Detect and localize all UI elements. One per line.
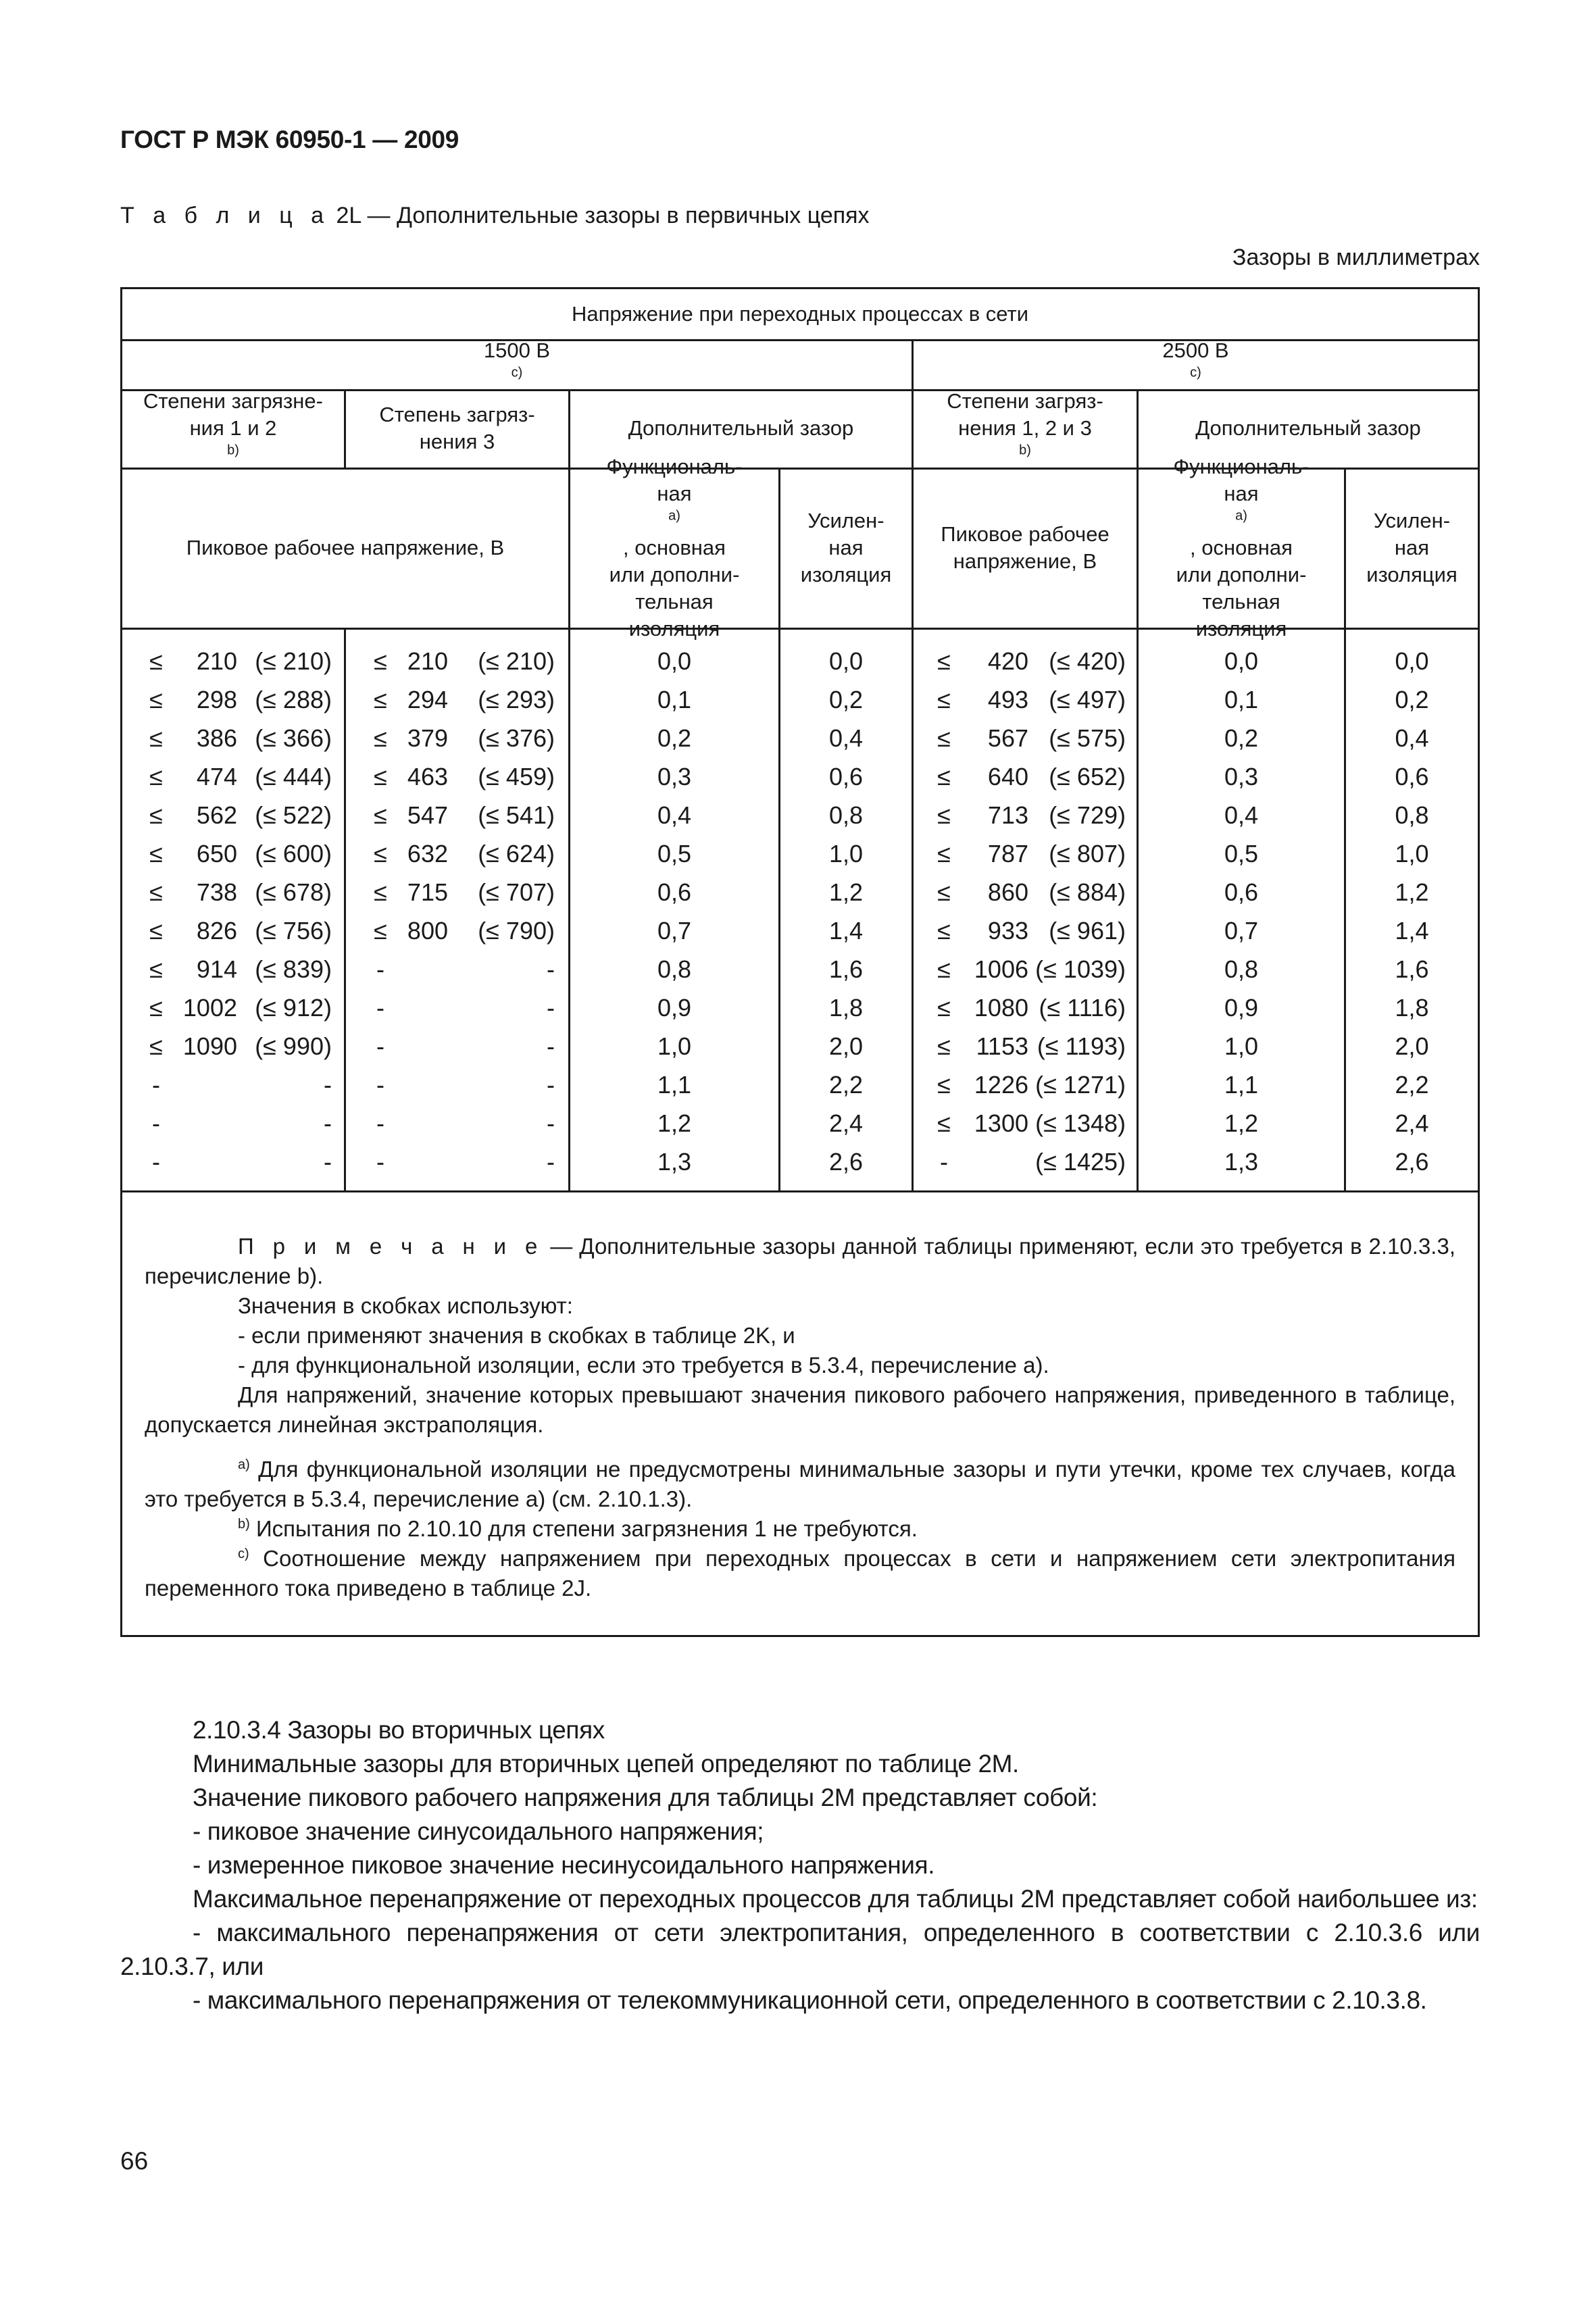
cell-g: 0,2 (1395, 686, 1429, 713)
cell-e3: (≤ 961) (1049, 917, 1126, 945)
table-notes (145, 1232, 1455, 1603)
cell-d: 0,0 (828, 647, 864, 675)
cell-a1: - (152, 1071, 160, 1099)
cell-b1: - (376, 1148, 384, 1176)
cell-a1: ≤ (149, 955, 163, 983)
cell-g: 2,6 (1395, 1148, 1429, 1176)
cell-e2: 1226 (974, 1071, 1028, 1099)
header-pollution-3: Степень загряз- нения 3 (379, 403, 535, 453)
cell-a3: (≤ 839) (255, 955, 332, 983)
cell-a2: 562 (196, 801, 237, 829)
cell-f: 0,8 (1224, 955, 1259, 983)
cell-e1: ≤ (937, 1071, 951, 1099)
cell-c: 0,4 (657, 801, 692, 829)
cell-e1: ≤ (937, 763, 951, 790)
cell-e2: 567 (987, 724, 1028, 752)
cell-f: 0,7 (1224, 917, 1259, 945)
clearance-table (120, 287, 1480, 1637)
cell-b1: - (376, 955, 384, 983)
cell-d: 2,2 (828, 1071, 864, 1099)
cell-e2: 493 (987, 686, 1028, 713)
cell-a3: (≤ 210) (255, 647, 332, 675)
cell-e2: 420 (987, 647, 1028, 675)
cell-b3: - (547, 1071, 555, 1099)
cell-e1: ≤ (937, 840, 951, 867)
cell-a1: ≤ (149, 917, 163, 945)
cell-b2: 294 (407, 686, 448, 713)
caption-title: 2L — Дополнительные зазоры в первичных цепях (330, 203, 870, 228)
cell-e3: (≤ 807) (1049, 840, 1126, 867)
cell-a3: (≤ 522) (255, 801, 332, 829)
cell-e2: 1300 (974, 1109, 1028, 1137)
body-paragraph: Минимальные зазоры для вторичных цепей определяют по таблице 2M. (193, 1750, 1019, 1778)
cell-b3: (≤ 293) (478, 686, 555, 713)
cell-f: 0,6 (1224, 878, 1259, 906)
body-list-item: - измеренное пиковое значение несинусоидального напряжения. (193, 1851, 935, 1879)
document-header: ГОСТ Р МЭК 60950-1 — 2009 (120, 126, 459, 153)
cell-c: 0,8 (657, 955, 692, 983)
cell-e1: ≤ (937, 955, 951, 983)
header-additional-clearance-2500: Дополнительный зазор (1195, 416, 1421, 440)
cell-f: 0,3 (1224, 763, 1259, 790)
cell-e3: (≤ 1039) (1035, 955, 1126, 983)
cell-b1: ≤ (374, 763, 387, 790)
cell-c: 0,3 (657, 763, 692, 790)
cell-g: 1,8 (1395, 994, 1429, 1022)
cell-a3: - (324, 1109, 332, 1137)
cell-e2: 787 (987, 840, 1028, 867)
cell-b3: - (547, 1148, 555, 1176)
cell-g: 0,4 (1395, 724, 1429, 752)
cell-g: 1,2 (1395, 878, 1429, 906)
cell-e1: ≤ (937, 1109, 951, 1137)
cell-c: 1,1 (657, 1071, 692, 1099)
cell-e2: 640 (987, 763, 1028, 790)
table-row (122, 1142, 1478, 1181)
table-row (122, 950, 1478, 988)
header-peak-working-voltage-2500: Пиковое рабочее напряжение, В (941, 522, 1109, 573)
table-row (122, 680, 1478, 719)
header-reinforced-insulation-2500: Усилен- ная изоляция (1366, 508, 1457, 586)
cell-b3: (≤ 790) (478, 917, 555, 945)
footnote-a: $^{а)}$ Для функциональной изоляции не предусмотрены минимальные зазоры и пути утечки, кроме тех случаев, когда это требуется в 5.3.4, перечисление а) (см. 2.10.1.3). (145, 1457, 1455, 1511)
body-paragraph: Значение пикового рабочего напряжения для таблицы 2M представляет собой: (193, 1784, 1098, 1811)
cell-a1: ≤ (149, 724, 163, 752)
cell-c: 0,5 (657, 840, 692, 867)
cell-e3: (≤ 575) (1049, 724, 1126, 752)
cell-e1: ≤ (937, 686, 951, 713)
cell-e1: ≤ (937, 917, 951, 945)
cell-b1: ≤ (374, 917, 387, 945)
table-caption (120, 203, 870, 229)
cell-a2: 1002 (182, 994, 237, 1022)
cell-e1: ≤ (937, 994, 951, 1022)
cell-g: 0,6 (1395, 763, 1429, 790)
cell-a2: 738 (196, 878, 237, 906)
cell-a3: (≤ 756) (255, 917, 332, 945)
cell-d: 1,6 (828, 955, 864, 983)
table-row (122, 1065, 1478, 1104)
cell-d: 1,4 (828, 917, 864, 945)
footnote-b: $^{b)}$ Испытания по 2.10.10 для степени загрязнения 1 не требуются. (238, 1516, 918, 1541)
table-row (122, 757, 1478, 796)
cell-f: 0,0 (1224, 647, 1259, 675)
cell-e3: (≤ 1425) (1035, 1148, 1126, 1176)
cell-c: 1,3 (657, 1148, 692, 1176)
cell-b2: 463 (407, 763, 448, 790)
cell-g: 0,8 (1395, 801, 1429, 829)
cell-b1: ≤ (374, 840, 387, 867)
cell-e3: (≤ 497) (1049, 686, 1126, 713)
cell-c: 1,0 (657, 1032, 692, 1060)
table-row (122, 642, 1478, 680)
cell-b1: ≤ (374, 686, 387, 713)
cell-b1: ≤ (374, 724, 387, 752)
table-row (122, 988, 1478, 1027)
cell-b3: (≤ 376) (478, 724, 555, 752)
cell-e3: (≤ 1271) (1035, 1071, 1126, 1099)
cell-e2: 1153 (976, 1032, 1028, 1060)
cell-a1: - (152, 1109, 160, 1137)
cell-e3: (≤ 1193) (1037, 1032, 1126, 1060)
cell-a3: (≤ 444) (255, 763, 332, 790)
cell-b1: - (376, 1032, 384, 1060)
cell-e3: (≤ 729) (1049, 801, 1126, 829)
cell-b3: - (547, 955, 555, 983)
footnote-c: $^{c)}$ Соотношение между напряжением при переходных процессах в сети и напряжением сети электропитания переменного тока приведено в таблице 2J. (145, 1546, 1455, 1601)
cell-b2: 800 (407, 917, 448, 945)
cell-b3: (≤ 707) (478, 878, 555, 906)
cell-g: 2,4 (1395, 1109, 1429, 1137)
header-pollution-1-2: Степени загрязне- ния 1 и 2 $^{b)}$ (143, 389, 323, 458)
cell-a3: (≤ 678) (255, 878, 332, 906)
cell-a1: ≤ (149, 840, 163, 867)
table-row (122, 719, 1478, 757)
cell-g: 1,0 (1395, 840, 1429, 867)
note-general: П р и м е ч а н и е — Дополнительные зазоры данной таблицы применяют, если это требуется в 2.10.3.3, перечисление b). (145, 1234, 1455, 1288)
cell-d: 1,0 (828, 840, 864, 867)
cell-a1: ≤ (149, 763, 163, 790)
cell-f: 1,1 (1224, 1071, 1259, 1099)
cell-a2: 650 (196, 840, 237, 867)
cell-e1: ≤ (937, 724, 951, 752)
cell-b1: ≤ (374, 647, 387, 675)
table-rule (122, 1190, 1478, 1192)
cell-c: 0,7 (657, 917, 692, 945)
cell-b2: 210 (407, 647, 448, 675)
cell-b3: (≤ 624) (478, 840, 555, 867)
cell-e2: 933 (987, 917, 1028, 945)
cell-f: 0,5 (1224, 840, 1259, 867)
cell-f: 0,1 (1224, 686, 1259, 713)
cell-d: 2,4 (828, 1109, 864, 1137)
cell-c: 1,2 (657, 1109, 692, 1137)
cell-g: 1,6 (1395, 955, 1429, 983)
cell-a1: ≤ (149, 686, 163, 713)
cell-e3: (≤ 1116) (1039, 994, 1126, 1022)
header-additional-clearance-1500: Дополнительный зазор (628, 416, 854, 440)
cell-g: 2,0 (1395, 1032, 1429, 1060)
cell-e2: 713 (987, 801, 1028, 829)
body-list-item: - максимального перенапряжения от телекоммуникационной сети, определенного в соответствии с 2.10.3.8. (193, 1986, 1427, 2014)
cell-b3: - (547, 994, 555, 1022)
section-heading: 2.10.3.4 Зазоры во вторичных цепях (193, 1716, 605, 1744)
cell-e3: (≤ 420) (1049, 647, 1126, 675)
table-row (122, 796, 1478, 834)
cell-d: 1,2 (828, 878, 864, 906)
cell-a1: ≤ (149, 1032, 163, 1060)
cell-d: 0,6 (828, 763, 864, 790)
cell-a3: (≤ 366) (255, 724, 332, 752)
cell-b3: (≤ 459) (478, 763, 555, 790)
body-list-item: - пиковое значение синусоидального напряжения; (193, 1817, 764, 1845)
cell-b2: 632 (407, 840, 448, 867)
cell-c: 0,2 (657, 724, 692, 752)
cell-a2: 914 (196, 955, 237, 983)
cell-b2: 715 (407, 878, 448, 906)
header-peak-working-voltage: Пиковое рабочее напряжение, В (186, 535, 505, 559)
cell-e1: ≤ (937, 801, 951, 829)
cell-f: 1,3 (1224, 1148, 1259, 1176)
cell-a2: 826 (196, 917, 237, 945)
note-extrapolation: Для напряжений, значение которых превышают значения пикового рабочего напряжения, приведенного в таблице, допускается линейная экстраполяция. (145, 1382, 1455, 1437)
header-1500v: 1500 В $^{c)}$ (483, 338, 551, 380)
cell-c: 0,1 (657, 686, 692, 713)
units-note: Зазоры в миллиметрах (1232, 245, 1480, 270)
table-row (122, 1104, 1478, 1142)
cell-b1: - (376, 994, 384, 1022)
cell-e2: 1080 (974, 994, 1028, 1022)
cell-b2: 379 (407, 724, 448, 752)
body-list-item: - максимального перенапряжения от сети электропитания, определенного в соответствии с 2.10.3.6 или 2.10.3.7, или (120, 1919, 1480, 1980)
cell-a2: 210 (196, 647, 237, 675)
cell-e2: 860 (987, 878, 1028, 906)
cell-b1: ≤ (374, 878, 387, 906)
cell-a1: ≤ (149, 647, 163, 675)
cell-c: 0,9 (657, 994, 692, 1022)
cell-f: 1,2 (1224, 1109, 1259, 1137)
cell-b3: (≤ 210) (478, 647, 555, 675)
table-row (122, 1027, 1478, 1065)
cell-a3: - (324, 1071, 332, 1099)
caption-label: Т а б л и ц а (120, 203, 330, 228)
header-pollution-1-2-3: Степени загряз- нения 1, 2 и 3 $^{b)}$ (947, 389, 1103, 458)
cell-b2: 547 (407, 801, 448, 829)
note-brackets-item: - если применяют значения в скобках в таблице 2K, и (238, 1323, 795, 1348)
cell-a1: ≤ (149, 994, 163, 1022)
header-functional-insulation-2500: Функциональ- ная $^{a)}$ , основная или дополни- тельная изоляция (1173, 454, 1310, 640)
cell-b1: - (376, 1071, 384, 1099)
cell-d: 0,8 (828, 801, 864, 829)
cell-e3: (≤ 884) (1049, 878, 1126, 906)
cell-g: 2,2 (1395, 1071, 1429, 1099)
body-text (120, 1713, 1480, 2017)
cell-a3: (≤ 288) (255, 686, 332, 713)
cell-a3: (≤ 600) (255, 840, 332, 867)
cell-b3: (≤ 541) (478, 801, 555, 829)
cell-b3: - (547, 1109, 555, 1137)
cell-d: 2,6 (828, 1148, 864, 1176)
cell-e3: (≤ 1348) (1035, 1109, 1126, 1137)
cell-f: 0,4 (1224, 801, 1259, 829)
note-brackets-item: - для функциональной изоляции, если это требуется в 5.3.4, перечисление а). (238, 1353, 1049, 1378)
table-row (122, 834, 1478, 873)
note-brackets-intro: Значения в скобках используют: (238, 1293, 573, 1318)
cell-c: 0,6 (657, 878, 692, 906)
cell-d: 0,4 (828, 724, 864, 752)
cell-a2: 298 (196, 686, 237, 713)
cell-a3: (≤ 990) (255, 1032, 332, 1060)
cell-b1: ≤ (374, 801, 387, 829)
cell-f: 0,2 (1224, 724, 1259, 752)
cell-a1: ≤ (149, 878, 163, 906)
cell-a2: 386 (196, 724, 237, 752)
header-reinforced-insulation-1500: Усилен- ная изоляция (800, 508, 892, 586)
cell-a2: 1090 (182, 1032, 237, 1060)
cell-b1: - (376, 1109, 384, 1137)
cell-a2: 474 (196, 763, 237, 790)
cell-a1: - (152, 1148, 160, 1176)
cell-a3: - (324, 1148, 332, 1176)
cell-b3: - (547, 1032, 555, 1060)
cell-d: 0,2 (828, 686, 864, 713)
header-transient-voltage: Напряжение при переходных процессах в сети (571, 302, 1029, 326)
cell-e1: ≤ (937, 1032, 951, 1060)
cell-g: 0,0 (1395, 647, 1429, 675)
table-row (122, 911, 1478, 950)
cell-g: 1,4 (1395, 917, 1429, 945)
cell-f: 1,0 (1224, 1032, 1259, 1060)
cell-d: 1,8 (828, 994, 864, 1022)
header-functional-insulation-1500: Функциональ- ная $^{a)}$ , основная или дополни- тельная изоляция (606, 454, 743, 640)
body-paragraph: Максимальное перенапряжение от переходных процессов для таблицы 2M представляет собой наибольшее из: (193, 1885, 1478, 1913)
cell-a3: (≤ 912) (255, 994, 332, 1022)
cell-e2: 1006 (974, 955, 1028, 983)
cell-a1: ≤ (149, 801, 163, 829)
cell-e1: ≤ (937, 878, 951, 906)
cell-e1: - (940, 1148, 948, 1176)
cell-f: 0,9 (1224, 994, 1259, 1022)
cell-e3: (≤ 652) (1049, 763, 1126, 790)
header-2500v: 2500 В $^{c)}$ (1162, 338, 1229, 380)
cell-c: 0,0 (657, 647, 692, 675)
cell-e1: ≤ (937, 647, 951, 675)
page-number: 66 (120, 2147, 149, 2175)
table-row (122, 873, 1478, 911)
cell-d: 2,0 (828, 1032, 864, 1060)
